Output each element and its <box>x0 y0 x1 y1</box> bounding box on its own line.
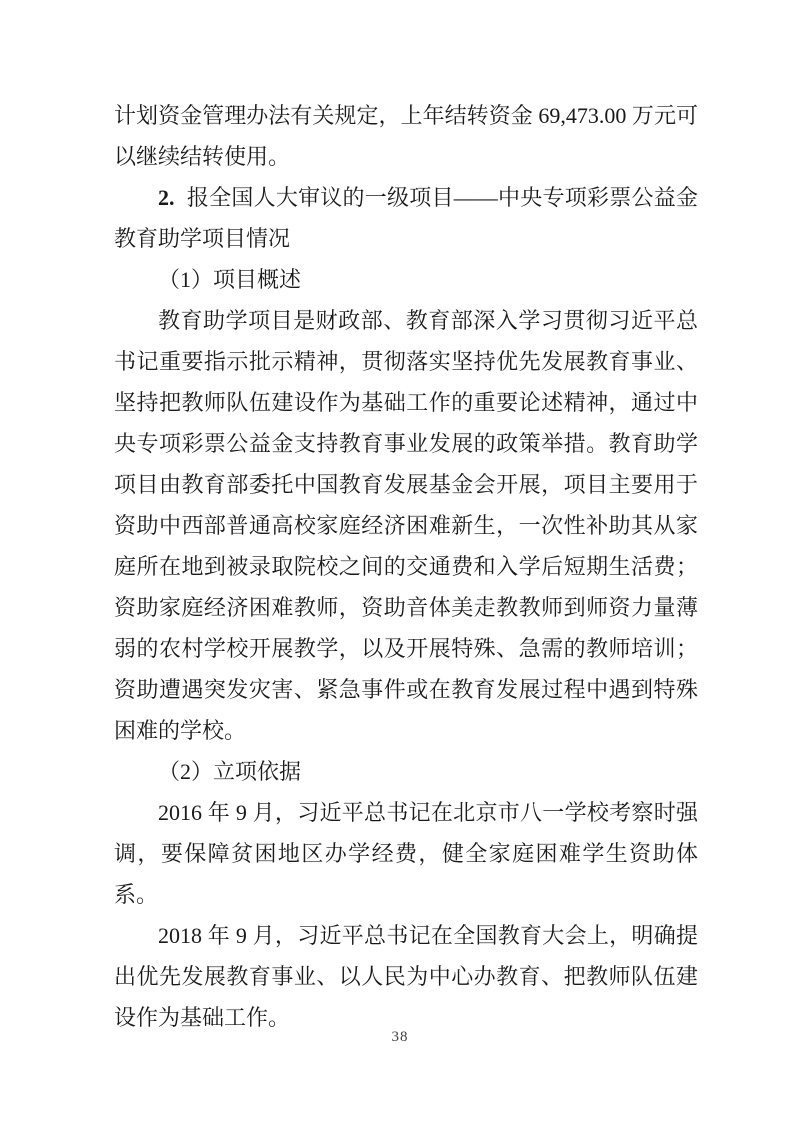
paragraph-basis-2016: 2016 年 9 月，习近平总书记在北京市八一学校考察时强调，要保障贫困地区办学经费，健全家庭困难学生资助体系。 <box>114 800 698 907</box>
paragraph-basis-2018: 2018 年 9 月，习近平总书记在全国教育大会上，明确提出优先发展教育事业、以人民为中心办教育、把教师队伍建设作为基础工作。 <box>114 923 698 1030</box>
paragraph-carryover: 计划资金管理办法有关规定，上年结转资金 69,473.00 万元可以继续结转使用。 <box>114 103 698 169</box>
document-body <box>114 95 698 1038</box>
page-footer <box>0 1028 800 1046</box>
subsection-label-2: （2）立项依据 <box>158 759 302 784</box>
section-heading <box>114 177 698 259</box>
subsection-label-1: （1）项目概述 <box>158 267 302 292</box>
paragraph-project-overview: 教育助学项目是财政部、教育部深入学习贯彻习近平总书记重要指示批示精神，贯彻落实坚持优先发展教育事业、坚持把教师队伍建设作为基础工作的重要论述精神，通过中央专项彩票公益金支持教育事业发展的政策举措。教育助学项目由教育部委托中国教育发展基金会开展，项目主要用于资助中西部普通高校家庭经济困难新生，一次性补助其从家庭所在地到被录取院校之间的交通费和入学后短期生活费；资助家庭经济困难教师，资助音体美走教教师到师资力量薄弱的农村学校开展教学，以及开展特殊、急需的教师培训；资助遭遇突发灾害、紧急事件或在教育发展过程中遇到特殊困难的学校。 <box>114 308 698 743</box>
page-number: 38 <box>391 1029 409 1045</box>
section-heading-number: 2. <box>158 185 175 210</box>
section-heading-text: 报全国人大审议的一级项目——中央专项彩票公益金教育助学项目情况 <box>114 185 698 251</box>
